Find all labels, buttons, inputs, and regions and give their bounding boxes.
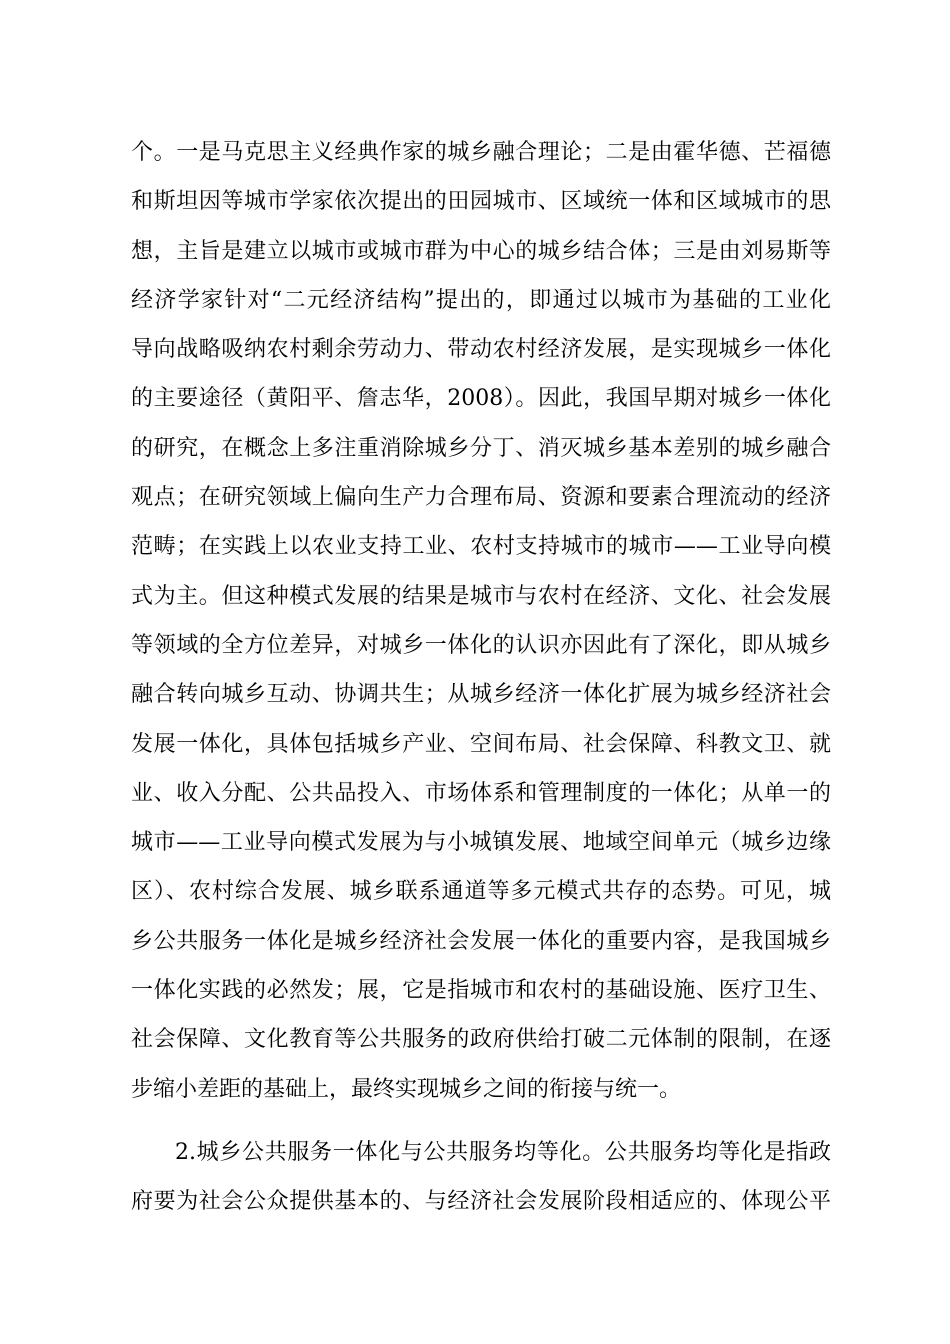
text-line: 融合转向城乡互动、协调共生；从城乡经济一体化扩展为城乡经济社会 [131,682,831,708]
paragraph-1 [131,128,831,1114]
text-line: 步缩小差距的基础上，最终实现城乡之间的衔接与统一。 [131,1076,682,1102]
text-line: 发展一体化，具体包括城乡产业、空间布局、社会保障、科教文卫、就 [131,731,831,757]
text-line: 2.城乡公共服务一体化与公共服务均等化。公共服务均等化是指政 [175,1140,831,1165]
text-line: 和斯坦因等城市学家依次提出的田园城市、区域统一体和区域城市的思 [131,189,831,215]
paragraph-2 [131,1128,831,1227]
text-line: 城市——工业导向模式发展为与小城镇发展、地域空间单元（城乡边缘 [131,830,831,856]
text-line: 业、收入分配、公共品投入、市场体系和管理制度的一体化；从单一的 [131,780,831,806]
text-line: 的研究，在概念上多注重消除城乡分丁、消灭城乡基本差别的城乡融合 [131,435,831,461]
text-line: 乡公共服务一体化是城乡经济社会发展一体化的重要内容，是我国城乡 [131,928,831,954]
text-line: 观点；在研究领域上偏向生产力合理布局、资源和要素合理流动的经济 [131,485,831,511]
text-line: 式为主。但这种模式发展的结果是城市与农村在经济、文化、社会发展 [131,583,831,609]
text-line: 的主要途径（黄阳平、詹志华，2008）。因此，我国早期对城乡一体化 [131,386,831,412]
text-line: 府要为社会公众提供基本的、与经济社会发展阶段相适应的、体现公平 [131,1189,831,1215]
text-line: 区）、农村综合发展、城乡联系通道等多元模式共存的态势。可见，城 [131,879,831,905]
text-line: 等领域的全方位差异，对城乡一体化的认识亦因此有了深化，即从城乡 [131,632,831,658]
text-line: 社会保障、文化教育等公共服务的政府供给打破二元体制的限制，在逐 [131,1027,831,1053]
text-line: 一体化实践的必然发；展，它是指城市和农村的基础设施、医疗卫生、 [131,978,831,1004]
text-line: 经济学家针对“二元经济结构”提出的，即通过以城市为基础的工业化 [131,287,831,313]
text-line: 个。一是马克思主义经典作家的城乡融合理论；二是由霍华德、芒福德 [131,140,831,165]
text-line: 范畴；在实践上以农业支持工业、农村支持城市的城市——工业导向模 [131,534,831,560]
text-line: 想，主旨是建立以城市或城市群为中心的城乡结合体；三是由刘易斯等 [131,238,831,264]
text-line: 导向战略吸纳农村剩余劳动力、带动农村经济发展，是实现城乡一体化 [131,337,831,363]
